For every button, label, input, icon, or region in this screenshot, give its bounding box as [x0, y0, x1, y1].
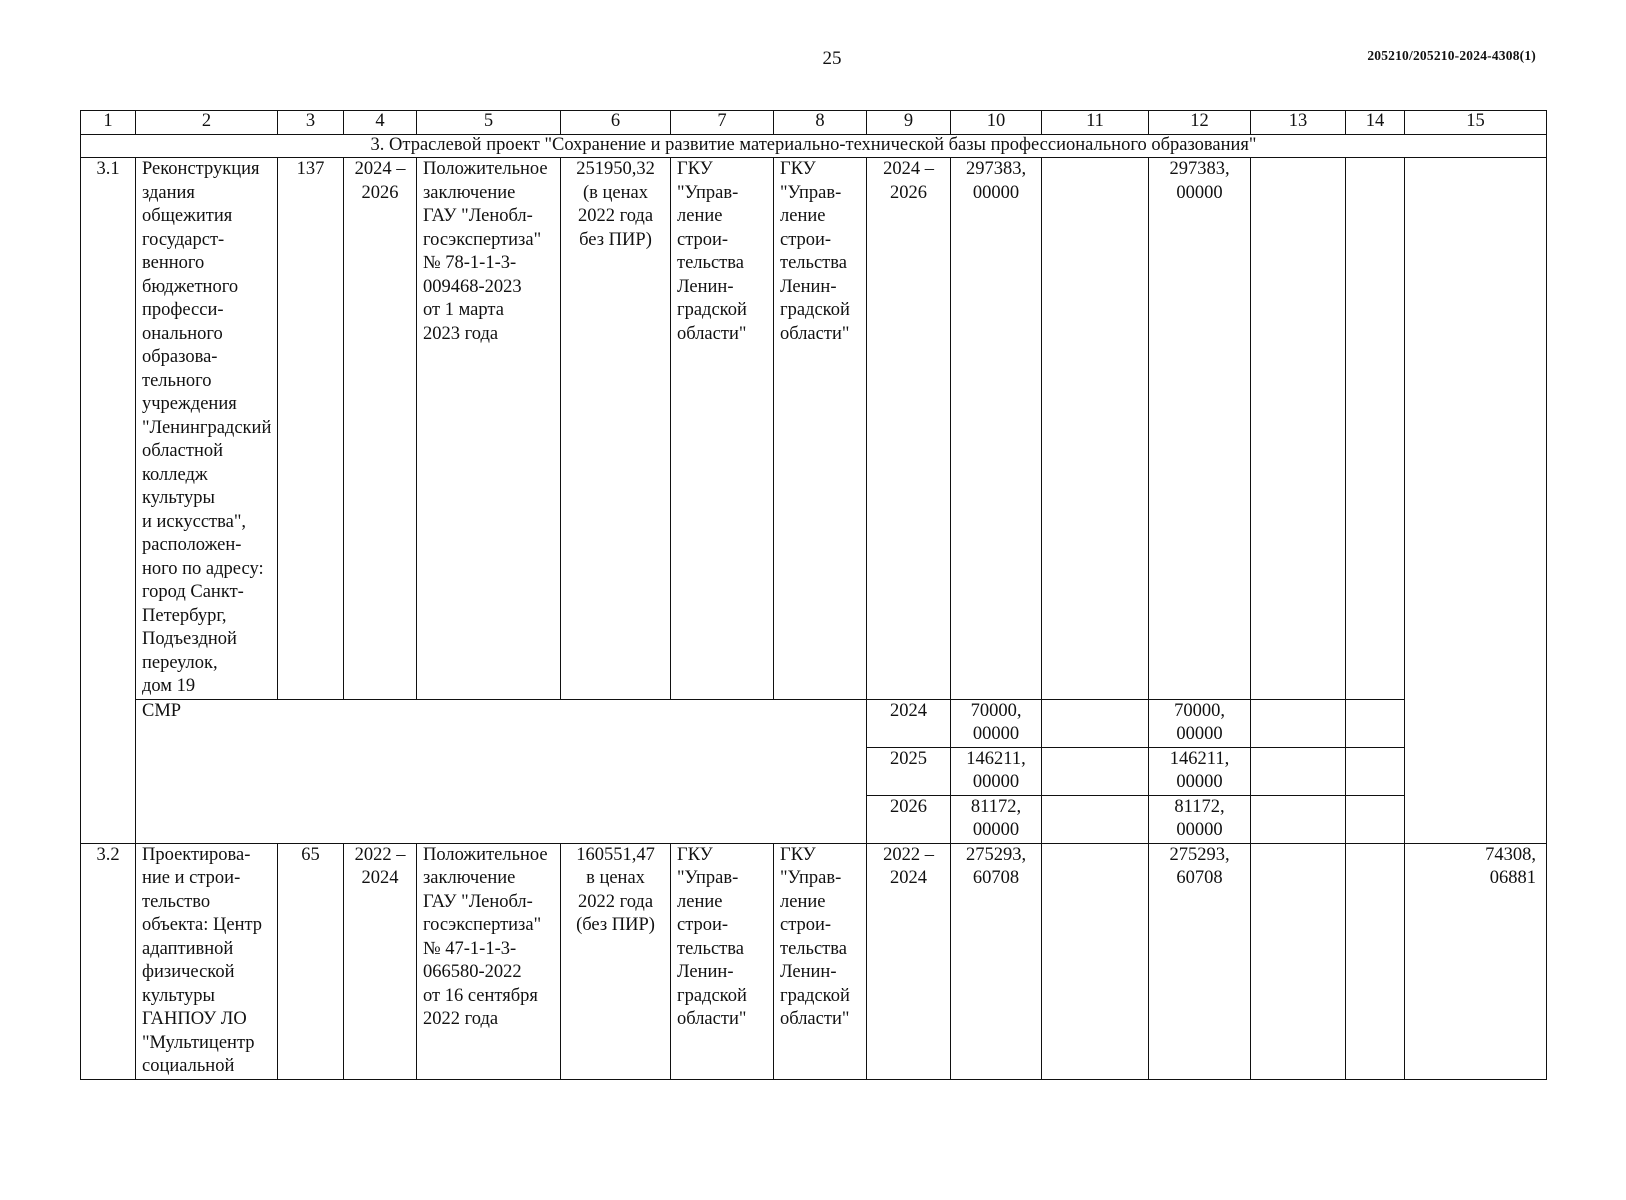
column-header: 7: [671, 111, 774, 135]
column-header: 1: [81, 111, 136, 135]
object-name: Проектирова- ние и строи- тельство объекта: Центр адаптивной физической культуры ГАНПОУ ЛО "Мультицентр социальной: [136, 843, 278, 1079]
total-financing: 297383, 00000: [951, 158, 1042, 700]
total-financing: 275293, 60708: [951, 843, 1042, 1079]
document-id: 205210/205210-2024-4308(1): [1367, 48, 1536, 63]
table-row: [81, 158, 1547, 700]
smr-regional: 81172, 00000: [1149, 795, 1251, 843]
local-budget: [1251, 158, 1346, 700]
smr-year: 2024: [867, 699, 951, 747]
column-header: 4: [344, 111, 417, 135]
other-sources: [1346, 158, 1405, 700]
regional-budget: 275293, 60708: [1149, 843, 1251, 1079]
smr-federal: [1042, 795, 1149, 843]
row-number: 3.2: [81, 843, 136, 1079]
table-row: [81, 699, 1547, 747]
construction-period: 2022 – 2024: [344, 843, 417, 1079]
construction-period: 2024 – 2026: [344, 158, 417, 700]
smr-label: СМР: [136, 699, 867, 843]
smr-year: 2025: [867, 747, 951, 795]
developer: ГКУ "Управ- ление строи- тельства Ленин- градской области": [774, 843, 867, 1079]
column-header: 12: [1149, 111, 1251, 135]
capacity: 137: [278, 158, 344, 700]
row-number: 3.1: [81, 158, 136, 844]
smr-other: [1346, 699, 1405, 747]
smr-federal: [1042, 747, 1149, 795]
smr-federal: [1042, 699, 1149, 747]
extra-cell: [1405, 158, 1547, 844]
section-title-row: [81, 135, 1547, 158]
developer: ГКУ "Управ- ление строи- тельства Ленин- градской области": [774, 158, 867, 700]
smr-year: 2026: [867, 795, 951, 843]
column-header: 9: [867, 111, 951, 135]
column-header: 2: [136, 111, 278, 135]
expert-conclusion: Положительное заключение ГАУ "Ленобл- госэкспертиза" № 78-1-1-3- 009468-2023 от 1 марта 2023 года: [417, 158, 561, 700]
extra-cell: 74308, 06881: [1405, 843, 1547, 1079]
estimated-cost: 251950,32 (в ценах 2022 года без ПИР): [561, 158, 671, 700]
local-budget: [1251, 843, 1346, 1079]
column-header: 6: [561, 111, 671, 135]
section-title: 3. Отраслевой проект "Сохранение и развитие материально-технической базы профессионального образования": [81, 135, 1547, 158]
smr-total: 70000, 00000: [951, 699, 1042, 747]
financing-period: 2024 – 2026: [867, 158, 951, 700]
smr-total: 146211, 00000: [951, 747, 1042, 795]
investment-table: [80, 110, 1547, 1080]
customer: ГКУ "Управ- ление строи- тельства Ленин- градской области": [671, 843, 774, 1079]
other-sources: [1346, 843, 1405, 1079]
capacity: 65: [278, 843, 344, 1079]
smr-local: [1251, 795, 1346, 843]
column-header: 10: [951, 111, 1042, 135]
column-header: 5: [417, 111, 561, 135]
column-number-row: [81, 111, 1547, 135]
smr-local: [1251, 747, 1346, 795]
expert-conclusion: Положительное заключение ГАУ "Ленобл- госэкспертиза" № 47-1-1-3- 066580-2022 от 16 сентября 2022 года: [417, 843, 561, 1079]
customer: ГКУ "Управ- ление строи- тельства Ленин- градской области": [671, 158, 774, 700]
estimated-cost: 160551,47 в ценах 2022 года (без ПИР): [561, 843, 671, 1079]
table-row: [81, 843, 1547, 1079]
column-header: 15: [1405, 111, 1547, 135]
financing-period: 2022 – 2024: [867, 843, 951, 1079]
smr-total: 81172, 00000: [951, 795, 1042, 843]
object-name: Реконструкция здания общежития государст- венного бюджетного професси- онального образова- тельного учреждения "Ленинградский областной колледж культуры и искусства", расположен- ного по адресу: город Санкт- Петербург, Подъездной переулок, дом 19: [136, 158, 278, 700]
column-header: 3: [278, 111, 344, 135]
smr-other: [1346, 747, 1405, 795]
smr-regional: 146211, 00000: [1149, 747, 1251, 795]
federal-budget: [1042, 843, 1149, 1079]
smr-regional: 70000, 00000: [1149, 699, 1251, 747]
column-header: 11: [1042, 111, 1149, 135]
regional-budget: 297383, 00000: [1149, 158, 1251, 700]
page-number: 25: [822, 48, 842, 69]
column-header: 13: [1251, 111, 1346, 135]
federal-budget: [1042, 158, 1149, 700]
smr-local: [1251, 699, 1346, 747]
column-header: 8: [774, 111, 867, 135]
column-header: 14: [1346, 111, 1405, 135]
smr-other: [1346, 795, 1405, 843]
